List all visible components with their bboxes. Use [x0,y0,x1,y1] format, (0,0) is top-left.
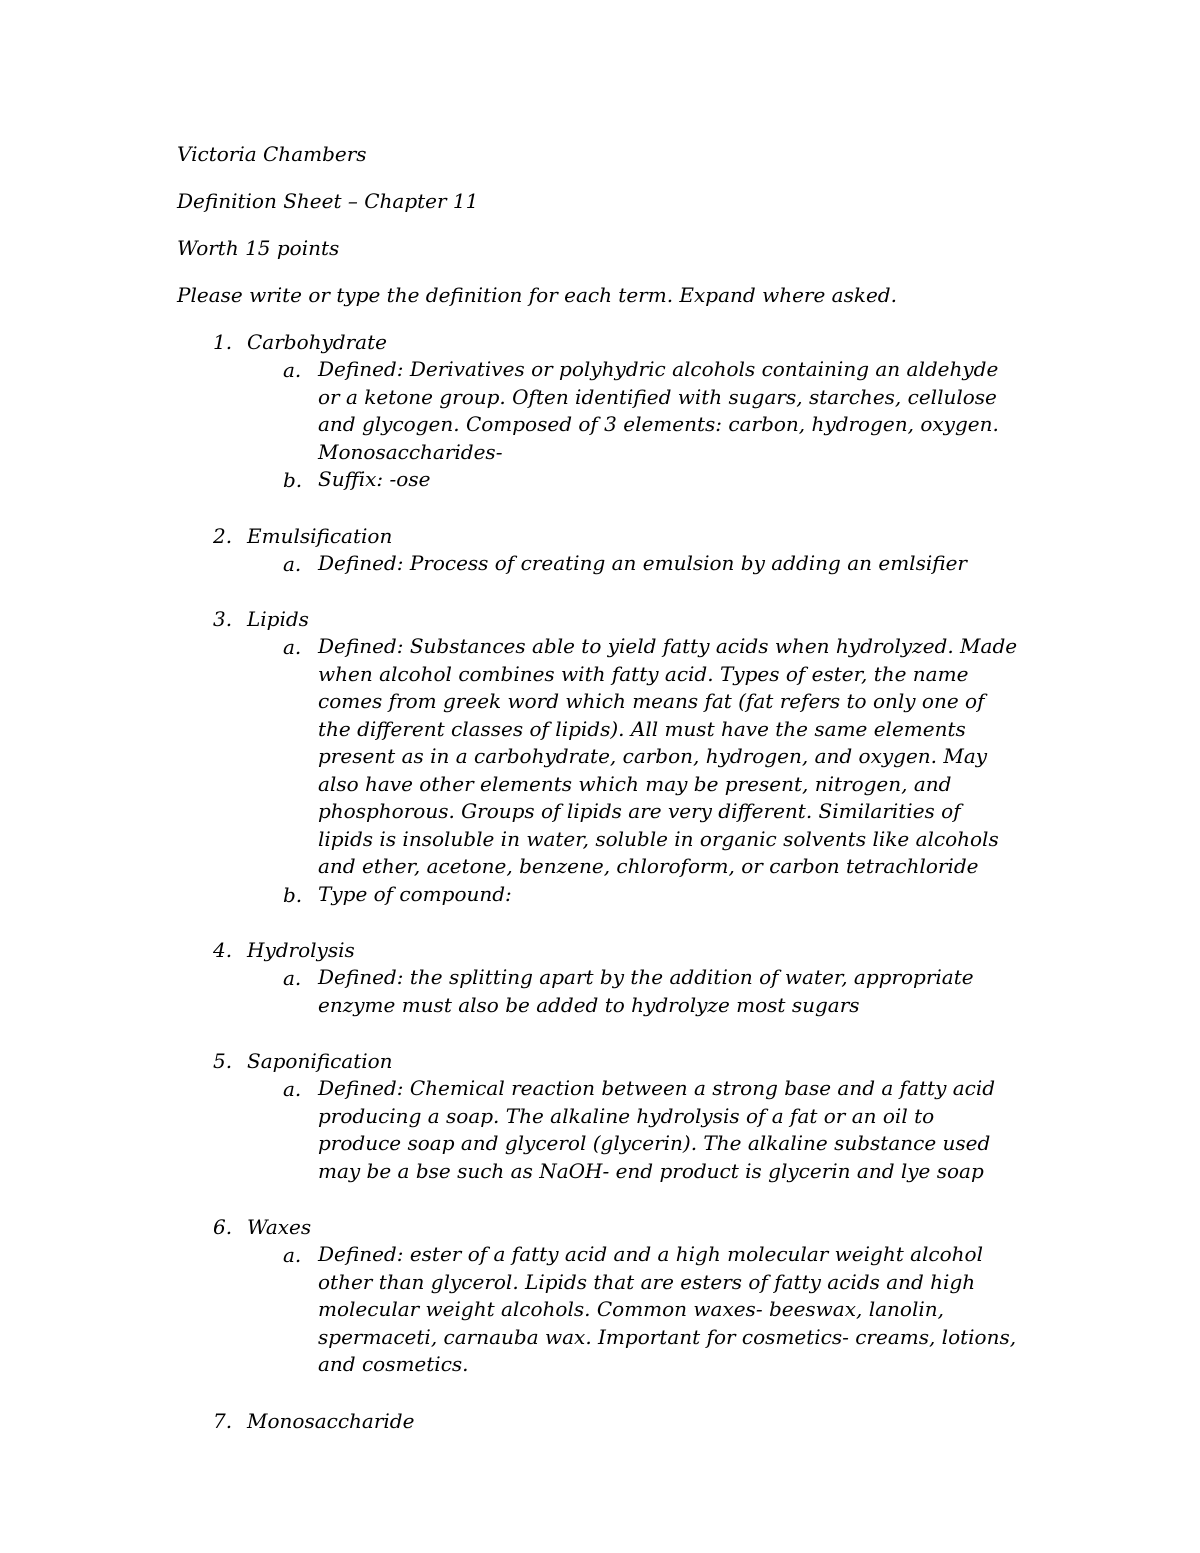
item-number: 5. [213,1049,233,1073]
sub-item [177,1241,1037,1379]
sub-item-letter: b. [283,882,303,907]
definition-text: Defined: Chemical reaction between a strong base and a fatty acid producing a soap. The alkaline hydrolysis of a fat or an oil to produce soap and glycerol (glycerin). The alkaline substance used may be a bse such as NaOH- end product is glycerin and lye soap [318,1076,996,1183]
item-number: 1. [213,330,233,354]
sub-item-letter: a. [283,551,302,576]
term-heading: Waxes [247,1215,312,1239]
points-worth: Worth 15 points [177,236,340,260]
instructions: Please write or type the definition for each term. Expand where asked. [177,283,897,307]
list-item [177,328,1037,494]
sub-item-letter: a. [283,966,302,990]
sub-item-letter: a. [283,1077,302,1101]
sub-item [177,356,1037,466]
compound-type-text: Type of compound: [318,881,512,906]
definition-text: Defined: ester of a fatty acid and a high molecular weight alcohol other than glycerol. Lipids that are esters of fatty acids and high molecular weight alcohols. Common waxes- beeswax, lanolin, spermaceti, carnauba wax. Important for cosmetics- creams, lotions, and cosmetics. [318,1242,1017,1376]
definition-text: Defined: Substances able to yield fatty acids when hydrolyzed. Made when alcohol combines with fatty acid. Types of ester, the name comes from greek word which means fat (fat refers to only one of the different classes of lipids). All must have the same elements present as in a carbohydrate, carbon, hydrogen, and oxygen. May also have other elements which may be present, nitrogen, and phosphorous. Groups of lipids are very different. Similarities of lipids is insoluble in water, soluble in organic solvents like alcohols and ether, acetone, benzene, chloroform, or carbon tetrachloride [318,634,1018,878]
definition-text: Defined: Derivatives or polyhydric alcohols containing an aldehyde or a ketone group. Often identified with sugars, starches, cellulose and glycogen. Composed of 3 elements: carbon, hydrogen, oxygen. Monosaccharides- [318,357,999,464]
term-heading: Monosaccharide [247,1408,415,1433]
student-name: Victoria Chambers [177,142,367,166]
sub-item-letter: a. [283,1243,302,1267]
term-heading: Saponification [247,1049,393,1073]
term-heading: Hydrolysis [247,938,355,962]
list-item [177,936,1037,1019]
list-item [177,605,1037,908]
term-heading: Carbohydrate [247,330,387,354]
item-number: 2. [213,523,233,548]
sub-item [177,550,1037,578]
item-number: 3. [213,607,233,631]
sub-item [177,1075,1037,1185]
item-number: 7. [213,1408,233,1433]
sub-item-letter: a. [283,358,302,382]
sub-item [177,964,1037,1019]
term-list [177,328,1037,1435]
list-item [177,1047,1037,1185]
sub-item-letter: a. [283,635,302,659]
sub-item [177,881,1037,909]
definition-text: Defined: Process of creating an emulsion by adding an emlsifier [318,550,967,575]
item-number: 6. [213,1215,233,1239]
sub-item [177,466,1037,494]
sub-item [177,633,1037,881]
document-page [177,140,1037,1435]
sub-item-letter: b. [283,468,303,492]
term-heading: Lipids [247,607,309,631]
list-item [177,522,1037,578]
definition-text: Defined: the splitting apart by the addition of water, appropriate enzyme must also be added to hydrolyze most sugars [318,965,974,1017]
item-number: 4. [213,938,233,962]
sheet-title: Definition Sheet – Chapter 11 [177,189,479,213]
suffix-text: Suffix: -ose [318,467,431,491]
list-item [177,1407,1037,1435]
term-heading: Emulsification [247,523,393,548]
list-item [177,1213,1037,1379]
